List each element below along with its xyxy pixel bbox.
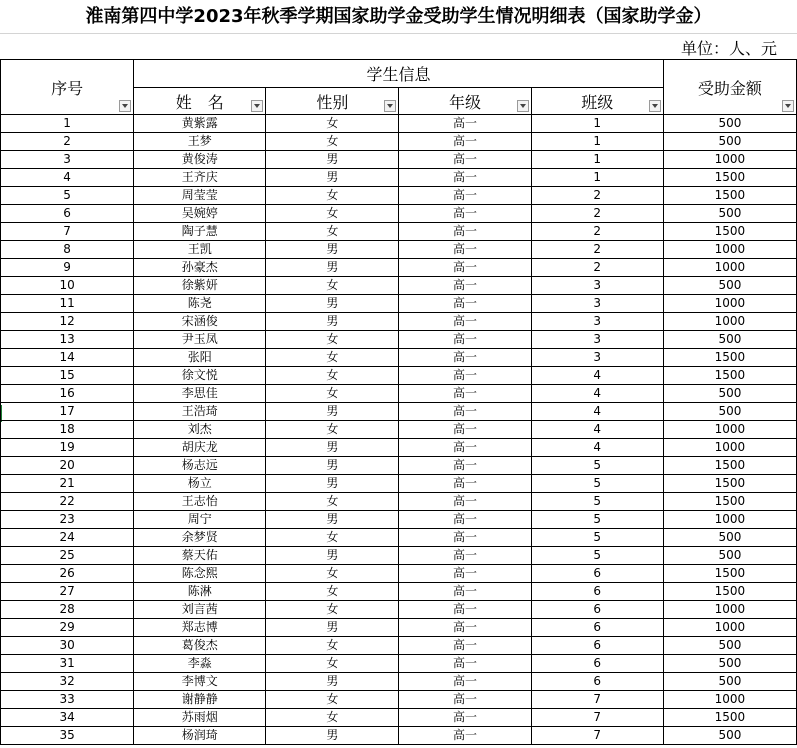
table-row (1, 637, 797, 655)
table-row (1, 493, 797, 511)
cell-seq[interactable]: 24 (1, 529, 134, 547)
header-grade-label: 年级 (449, 92, 482, 112)
cell-gender[interactable]: 女 (266, 277, 399, 295)
cell-name[interactable]: 黄紫露 (134, 115, 266, 133)
cell-class[interactable]: 5 (531, 511, 663, 529)
cell-seq[interactable]: 28 (1, 601, 134, 619)
cell-gender[interactable]: 女 (266, 493, 399, 511)
cell-class[interactable]: 5 (531, 493, 663, 511)
table-row (1, 601, 797, 619)
cell-grade[interactable]: 高一 (399, 403, 531, 421)
cell-name[interactable]: 陈尧 (134, 295, 266, 313)
cell-name[interactable]: 刘言茜 (134, 601, 266, 619)
cell-amount[interactable]: 500 (663, 331, 796, 349)
cell-grade[interactable]: 高一 (399, 259, 531, 277)
cell-grade[interactable]: 高一 (399, 727, 531, 745)
cell-amount[interactable]: 500 (663, 385, 796, 403)
header-class-label: 班级 (581, 92, 614, 112)
table-row (1, 313, 797, 331)
cell-name[interactable]: 李淼 (134, 655, 266, 673)
cell-gender[interactable]: 女 (266, 421, 399, 439)
filter-dropdown-icon[interactable] (119, 100, 131, 112)
cell-grade[interactable]: 高一 (399, 583, 531, 601)
cell-grade[interactable]: 高一 (399, 475, 531, 493)
cell-class[interactable]: 6 (531, 601, 663, 619)
cell-gender[interactable]: 男 (266, 475, 399, 493)
cell-grade[interactable]: 高一 (399, 133, 531, 151)
table-row (1, 187, 797, 205)
cell-grade[interactable]: 高一 (399, 547, 531, 565)
cell-seq[interactable]: 5 (1, 187, 134, 205)
cell-name[interactable]: 陶子慧 (134, 223, 266, 241)
cell-name[interactable]: 吴婉婷 (134, 205, 266, 223)
cell-class[interactable]: 6 (531, 673, 663, 691)
table-row (1, 259, 797, 277)
cell-gender[interactable]: 男 (266, 151, 399, 169)
cell-gender[interactable]: 男 (266, 727, 399, 745)
cell-seq[interactable]: 15 (1, 367, 134, 385)
cell-class[interactable]: 6 (531, 565, 663, 583)
table-row (1, 169, 797, 187)
cell-amount[interactable]: 500 (663, 277, 796, 295)
cell-name[interactable]: 张阳 (134, 349, 266, 367)
cell-amount[interactable]: 1000 (663, 439, 796, 457)
cell-name[interactable]: 徐文悦 (134, 367, 266, 385)
header-name (134, 88, 266, 115)
cell-class[interactable]: 3 (531, 349, 663, 367)
cell-gender[interactable]: 女 (266, 691, 399, 709)
cell-class[interactable]: 5 (531, 529, 663, 547)
cell-gender[interactable]: 男 (266, 457, 399, 475)
cell-gender[interactable]: 女 (266, 529, 399, 547)
cell-name[interactable]: 杨志远 (134, 457, 266, 475)
cell-grade[interactable]: 高一 (399, 493, 531, 511)
filter-dropdown-icon[interactable] (384, 100, 396, 112)
cell-class[interactable]: 1 (531, 169, 663, 187)
cell-class[interactable]: 6 (531, 583, 663, 601)
cell-gender[interactable]: 男 (266, 313, 399, 331)
cell-class[interactable]: 2 (531, 259, 663, 277)
table-row (1, 475, 797, 493)
cell-class[interactable]: 3 (531, 313, 663, 331)
cell-amount[interactable]: 1500 (663, 583, 796, 601)
header-gender (266, 88, 399, 115)
cell-name[interactable]: 王凯 (134, 241, 266, 259)
cell-amount[interactable]: 500 (663, 673, 796, 691)
cell-seq[interactable]: 35 (1, 727, 134, 745)
cell-class[interactable]: 4 (531, 367, 663, 385)
cell-gender[interactable]: 男 (266, 241, 399, 259)
cell-grade[interactable]: 高一 (399, 277, 531, 295)
cell-gender[interactable]: 女 (266, 331, 399, 349)
cell-gender[interactable]: 女 (266, 637, 399, 655)
cell-class[interactable]: 2 (531, 187, 663, 205)
cell-class[interactable]: 2 (531, 205, 663, 223)
cell-amount[interactable]: 1500 (663, 475, 796, 493)
cell-amount[interactable]: 500 (663, 547, 796, 565)
cell-seq[interactable]: 19 (1, 439, 134, 457)
cell-grade[interactable]: 高一 (399, 151, 531, 169)
table-row (1, 241, 797, 259)
cell-class[interactable]: 7 (531, 691, 663, 709)
header-gender-label: 性别 (316, 92, 349, 112)
cell-name[interactable]: 杨润琦 (134, 727, 266, 745)
cell-grade[interactable]: 高一 (399, 367, 531, 385)
cell-class[interactable]: 1 (531, 151, 663, 169)
cell-gender[interactable]: 女 (266, 367, 399, 385)
cell-class[interactable]: 4 (531, 403, 663, 421)
cell-amount[interactable]: 1500 (663, 709, 796, 727)
table-row (1, 547, 797, 565)
cell-name[interactable]: 宋涵俊 (134, 313, 266, 331)
filter-dropdown-icon[interactable] (517, 100, 529, 112)
cell-amount[interactable]: 500 (663, 205, 796, 223)
cell-class[interactable]: 6 (531, 637, 663, 655)
cell-name[interactable]: 胡庆龙 (134, 439, 266, 457)
cell-gender[interactable]: 女 (266, 601, 399, 619)
cell-name[interactable]: 刘杰 (134, 421, 266, 439)
cell-class[interactable]: 1 (531, 133, 663, 151)
cell-gender[interactable]: 女 (266, 133, 399, 151)
cell-seq[interactable]: 9 (1, 259, 134, 277)
cell-grade[interactable]: 高一 (399, 709, 531, 727)
cell-name[interactable]: 周宁 (134, 511, 266, 529)
sheet-title: 淮南第四中学2023年秋季学期国家助学金受助学生情况明细表（国家助学金） (0, 0, 797, 34)
cell-amount[interactable]: 1000 (663, 619, 796, 637)
cell-gender[interactable]: 男 (266, 673, 399, 691)
cell-name[interactable]: 李思佳 (134, 385, 266, 403)
table-row (1, 205, 797, 223)
cell-seq[interactable]: 16 (1, 385, 134, 403)
cell-grade[interactable]: 高一 (399, 241, 531, 259)
cell-amount[interactable]: 500 (663, 403, 796, 421)
unit-row (0, 34, 797, 60)
cell-grade[interactable]: 高一 (399, 313, 531, 331)
table-row (1, 331, 797, 349)
cell-name[interactable]: 李博文 (134, 673, 266, 691)
cell-class[interactable]: 5 (531, 457, 663, 475)
cell-grade[interactable]: 高一 (399, 637, 531, 655)
cell-class[interactable]: 4 (531, 439, 663, 457)
cell-class[interactable]: 6 (531, 619, 663, 637)
cell-grade[interactable]: 高一 (399, 187, 531, 205)
cell-seq[interactable]: 33 (1, 691, 134, 709)
cell-gender[interactable]: 男 (266, 403, 399, 421)
table-row (1, 439, 797, 457)
cell-seq[interactable]: 3 (1, 151, 134, 169)
cell-class[interactable]: 6 (531, 655, 663, 673)
cell-grade[interactable]: 高一 (399, 385, 531, 403)
cell-gender[interactable]: 男 (266, 547, 399, 565)
cell-amount[interactable]: 1500 (663, 493, 796, 511)
student-table (0, 59, 797, 745)
cell-gender[interactable]: 女 (266, 385, 399, 403)
cell-class[interactable]: 2 (531, 241, 663, 259)
cell-class[interactable]: 5 (531, 475, 663, 493)
cell-gender[interactable]: 女 (266, 115, 399, 133)
cell-class[interactable]: 1 (531, 115, 663, 133)
cell-gender[interactable]: 女 (266, 583, 399, 601)
cell-seq[interactable]: 32 (1, 673, 134, 691)
header-name-label: 姓 名 (175, 92, 224, 112)
cell-grade[interactable]: 高一 (399, 619, 531, 637)
cell-grade[interactable]: 高一 (399, 115, 531, 133)
cell-gender[interactable]: 女 (266, 655, 399, 673)
cell-grade[interactable]: 高一 (399, 439, 531, 457)
cell-name[interactable]: 余梦贤 (134, 529, 266, 547)
cell-name[interactable]: 周莹莹 (134, 187, 266, 205)
table-row (1, 709, 797, 727)
cell-class[interactable]: 3 (531, 277, 663, 295)
cell-amount[interactable]: 1500 (663, 349, 796, 367)
cell-amount[interactable]: 1500 (663, 187, 796, 205)
cell-grade[interactable]: 高一 (399, 349, 531, 367)
cell-grade[interactable]: 高一 (399, 529, 531, 547)
cell-seq[interactable]: 1 (1, 115, 134, 133)
table-row (1, 115, 797, 133)
header-seq (1, 60, 134, 115)
unit-label: 单位：人、元 (680, 39, 777, 58)
cell-gender[interactable]: 女 (266, 565, 399, 583)
cell-name[interactable]: 陈念熙 (134, 565, 266, 583)
cell-grade[interactable]: 高一 (399, 565, 531, 583)
table-row (1, 295, 797, 313)
table-row (1, 691, 797, 709)
cell-gender[interactable]: 女 (266, 349, 399, 367)
cell-name[interactable]: 杨立 (134, 475, 266, 493)
header-student-info: 学生信息 (134, 60, 664, 88)
table-row (1, 727, 797, 745)
cell-seq[interactable]: 34 (1, 709, 134, 727)
cell-amount[interactable]: 1000 (663, 241, 796, 259)
cell-name[interactable]: 孙豪杰 (134, 259, 266, 277)
cell-gender[interactable]: 男 (266, 511, 399, 529)
cell-grade[interactable]: 高一 (399, 205, 531, 223)
header-grade (399, 88, 531, 115)
cell-gender[interactable]: 男 (266, 619, 399, 637)
header-class (531, 88, 663, 115)
cell-class[interactable]: 3 (531, 331, 663, 349)
filter-dropdown-icon[interactable] (251, 100, 263, 112)
cell-amount[interactable]: 1000 (663, 511, 796, 529)
cell-name[interactable]: 苏雨烟 (134, 709, 266, 727)
cell-class[interactable]: 5 (531, 547, 663, 565)
table-row (1, 403, 797, 421)
cell-class[interactable]: 3 (531, 295, 663, 313)
cell-gender[interactable]: 女 (266, 205, 399, 223)
table-row (1, 277, 797, 295)
cell-amount[interactable]: 500 (663, 727, 796, 745)
cell-grade[interactable]: 高一 (399, 421, 531, 439)
cell-amount[interactable]: 1500 (663, 223, 796, 241)
cell-name[interactable]: 王浩琦 (134, 403, 266, 421)
cell-amount[interactable]: 1500 (663, 367, 796, 385)
cell-gender[interactable]: 男 (266, 295, 399, 313)
cell-name[interactable]: 王梦 (134, 133, 266, 151)
cell-seq[interactable]: 18 (1, 421, 134, 439)
cell-seq[interactable]: 26 (1, 565, 134, 583)
cell-seq[interactable]: 27 (1, 583, 134, 601)
filter-dropdown-icon[interactable] (782, 100, 794, 112)
cell-seq[interactable]: 8 (1, 241, 134, 259)
cell-class[interactable]: 4 (531, 421, 663, 439)
table-row (1, 151, 797, 169)
cell-gender[interactable]: 男 (266, 169, 399, 187)
header-seq-label: 序号 (51, 78, 84, 98)
cell-class[interactable]: 2 (531, 223, 663, 241)
cell-amount[interactable]: 1000 (663, 259, 796, 277)
cell-seq[interactable]: 22 (1, 493, 134, 511)
cell-seq[interactable]: 13 (1, 331, 134, 349)
cell-seq[interactable]: 23 (1, 511, 134, 529)
cell-name[interactable]: 陈淋 (134, 583, 266, 601)
cell-amount[interactable]: 1000 (663, 421, 796, 439)
table-row (1, 583, 797, 601)
table-row (1, 673, 797, 691)
cell-amount[interactable]: 1000 (663, 601, 796, 619)
cell-amount[interactable]: 1500 (663, 565, 796, 583)
cell-amount[interactable]: 500 (663, 115, 796, 133)
cell-seq[interactable]: 29 (1, 619, 134, 637)
table-row (1, 367, 797, 385)
cell-seq[interactable]: 25 (1, 547, 134, 565)
cell-seq[interactable]: 31 (1, 655, 134, 673)
cell-seq[interactable]: 17 (1, 403, 134, 421)
cell-amount[interactable]: 1500 (663, 457, 796, 475)
cell-amount[interactable]: 1500 (663, 169, 796, 187)
cell-class[interactable]: 7 (531, 727, 663, 745)
cell-name[interactable]: 郑志博 (134, 619, 266, 637)
cell-amount[interactable]: 500 (663, 637, 796, 655)
cell-grade[interactable]: 高一 (399, 223, 531, 241)
cell-grade[interactable]: 高一 (399, 331, 531, 349)
cell-amount[interactable]: 500 (663, 529, 796, 547)
cell-seq[interactable]: 14 (1, 349, 134, 367)
cell-seq[interactable]: 21 (1, 475, 134, 493)
cell-class[interactable]: 4 (531, 385, 663, 403)
cell-seq[interactable]: 10 (1, 277, 134, 295)
cell-seq[interactable]: 4 (1, 169, 134, 187)
table-row (1, 529, 797, 547)
cell-seq[interactable]: 30 (1, 637, 134, 655)
table-row (1, 133, 797, 151)
cell-name[interactable]: 黄俊涛 (134, 151, 266, 169)
table-row (1, 349, 797, 367)
cell-name[interactable]: 蔡天佑 (134, 547, 266, 565)
cell-seq[interactable]: 7 (1, 223, 134, 241)
cell-grade[interactable]: 高一 (399, 295, 531, 313)
cell-amount[interactable]: 500 (663, 133, 796, 151)
cell-gender[interactable]: 女 (266, 709, 399, 727)
table-row (1, 385, 797, 403)
cell-amount[interactable]: 1000 (663, 313, 796, 331)
filter-dropdown-icon[interactable] (649, 100, 661, 112)
cell-seq[interactable]: 20 (1, 457, 134, 475)
cell-gender[interactable]: 女 (266, 187, 399, 205)
cell-amount[interactable]: 1000 (663, 151, 796, 169)
cell-name[interactable]: 王志怡 (134, 493, 266, 511)
cell-seq[interactable]: 12 (1, 313, 134, 331)
table-row (1, 565, 797, 583)
table-body (1, 115, 797, 745)
cell-name[interactable]: 尹玉凤 (134, 331, 266, 349)
cell-gender[interactable]: 女 (266, 223, 399, 241)
cell-name[interactable]: 王齐庆 (134, 169, 266, 187)
cell-seq[interactable]: 11 (1, 295, 134, 313)
cell-grade[interactable]: 高一 (399, 601, 531, 619)
cell-grade[interactable]: 高一 (399, 511, 531, 529)
cell-grade[interactable]: 高一 (399, 457, 531, 475)
header-amount (663, 60, 796, 115)
cell-amount[interactable]: 500 (663, 655, 796, 673)
cell-grade[interactable]: 高一 (399, 673, 531, 691)
cell-grade[interactable]: 高一 (399, 169, 531, 187)
table-row (1, 457, 797, 475)
table-row (1, 421, 797, 439)
table-row (1, 655, 797, 673)
table-row (1, 223, 797, 241)
table-row (1, 619, 797, 637)
cell-amount[interactable]: 1000 (663, 295, 796, 313)
cell-seq[interactable]: 6 (1, 205, 134, 223)
cell-amount[interactable]: 1000 (663, 691, 796, 709)
cell-name[interactable]: 葛俊杰 (134, 637, 266, 655)
table-row (1, 511, 797, 529)
cell-name[interactable]: 徐紫妍 (134, 277, 266, 295)
cell-gender[interactable]: 男 (266, 439, 399, 457)
cell-gender[interactable]: 男 (266, 259, 399, 277)
header-amount-label: 受助金额 (697, 78, 762, 98)
cell-grade[interactable]: 高一 (399, 655, 531, 673)
cell-class[interactable]: 7 (531, 709, 663, 727)
cell-grade[interactable]: 高一 (399, 691, 531, 709)
cell-name[interactable]: 谢静静 (134, 691, 266, 709)
cell-seq[interactable]: 2 (1, 133, 134, 151)
